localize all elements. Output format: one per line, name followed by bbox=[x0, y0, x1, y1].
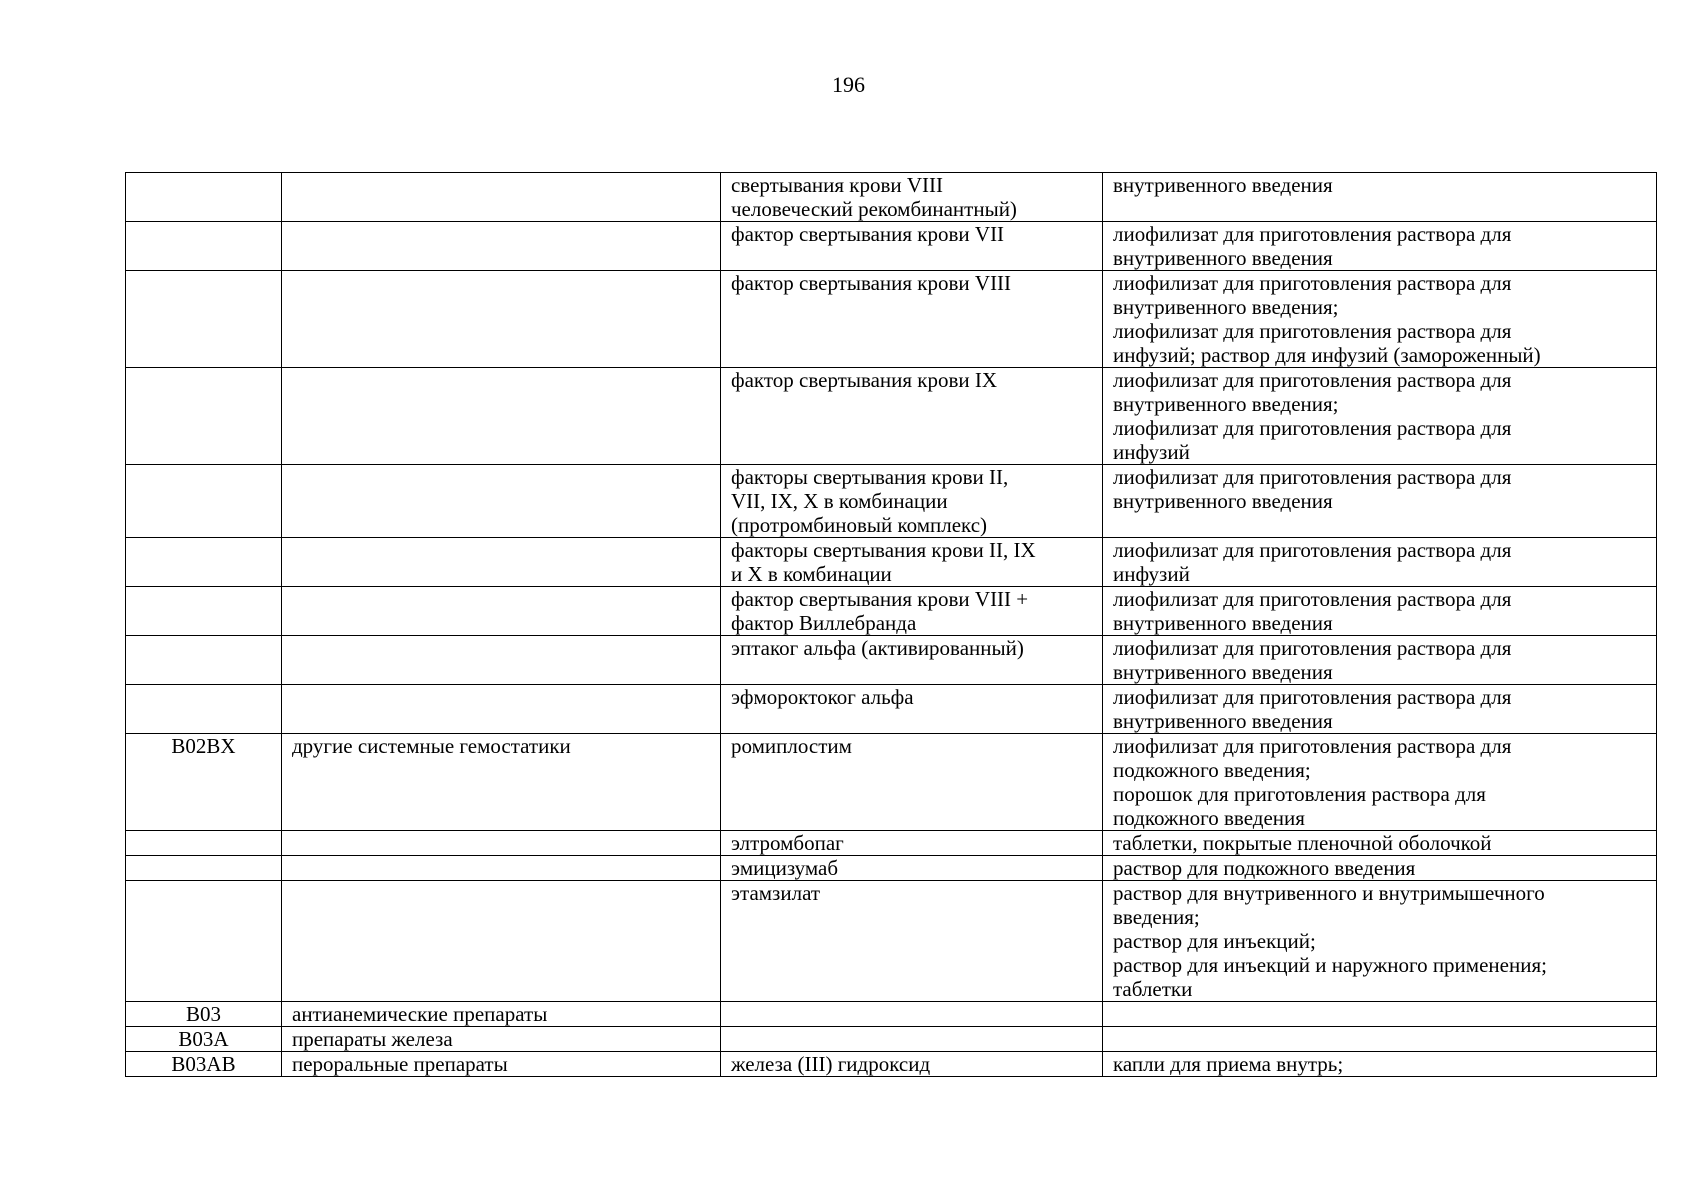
group-cell bbox=[282, 881, 721, 1002]
drug-cell: факторы свертывания крови II, VII, IX, X в комбинации (протромбиновый комплекс) bbox=[721, 465, 1103, 538]
table-row bbox=[126, 685, 1657, 734]
group-cell bbox=[282, 222, 721, 271]
drug-cell bbox=[721, 1002, 1103, 1027]
atc-code-cell bbox=[126, 271, 282, 368]
form-cell: лиофилизат для приготовления раствора для внутривенного введения bbox=[1103, 222, 1657, 271]
page-number: 196 bbox=[832, 72, 865, 97]
group-cell bbox=[282, 173, 721, 222]
form-cell: лиофилизат для приготовления раствора для внутривенного введения bbox=[1103, 685, 1657, 734]
table-row bbox=[126, 1052, 1657, 1077]
table-row bbox=[126, 831, 1657, 856]
group-cell bbox=[282, 587, 721, 636]
table-row bbox=[126, 271, 1657, 368]
table-row bbox=[126, 465, 1657, 538]
drug-cell: эфмороктоког альфа bbox=[721, 685, 1103, 734]
drug-cell: фактор свертывания крови IX bbox=[721, 368, 1103, 465]
form-cell: лиофилизат для приготовления раствора для внутривенного введения; лиофилизат для приготовления раствора для инфузий bbox=[1103, 368, 1657, 465]
table-row bbox=[126, 222, 1657, 271]
group-cell bbox=[282, 465, 721, 538]
drug-cell: элтромбопаг bbox=[721, 831, 1103, 856]
form-cell: лиофилизат для приготовления раствора для внутривенного введения bbox=[1103, 465, 1657, 538]
table-row bbox=[126, 587, 1657, 636]
atc-code-cell bbox=[126, 881, 282, 1002]
group-cell bbox=[282, 368, 721, 465]
drug-table bbox=[125, 172, 1657, 1077]
drug-cell: фактор свертывания крови VII bbox=[721, 222, 1103, 271]
atc-code-cell: B03A bbox=[126, 1027, 282, 1052]
drug-cell: фактор свертывания крови VIII bbox=[721, 271, 1103, 368]
group-cell bbox=[282, 831, 721, 856]
atc-code-cell bbox=[126, 587, 282, 636]
atc-code-cell bbox=[126, 368, 282, 465]
atc-code-cell bbox=[126, 538, 282, 587]
atc-code-cell bbox=[126, 831, 282, 856]
atc-code-cell: B03 bbox=[126, 1002, 282, 1027]
form-cell: лиофилизат для приготовления раствора для инфузий bbox=[1103, 538, 1657, 587]
atc-code-cell bbox=[126, 222, 282, 271]
form-cell bbox=[1103, 1002, 1657, 1027]
group-cell bbox=[282, 685, 721, 734]
table-row bbox=[126, 636, 1657, 685]
form-cell: раствор для подкожного введения bbox=[1103, 856, 1657, 881]
atc-code-cell bbox=[126, 173, 282, 222]
table-row bbox=[126, 173, 1657, 222]
form-cell bbox=[1103, 1027, 1657, 1052]
atc-code-cell: B03AB bbox=[126, 1052, 282, 1077]
atc-code-cell bbox=[126, 856, 282, 881]
drug-cell: эптаког альфа (активированный) bbox=[721, 636, 1103, 685]
form-cell: лиофилизат для приготовления раствора для подкожного введения; порошок для приготовления раствора для подкожного введения bbox=[1103, 734, 1657, 831]
drug-cell: ромиплостим bbox=[721, 734, 1103, 831]
table-row bbox=[126, 1002, 1657, 1027]
group-cell: другие системные гемостатики bbox=[282, 734, 721, 831]
form-cell: раствор для внутривенного и внутримышечного введения; раствор для инъекций; раствор для инъекций и наружного применения; таблетки bbox=[1103, 881, 1657, 1002]
group-cell bbox=[282, 856, 721, 881]
form-cell: внутривенного введения bbox=[1103, 173, 1657, 222]
atc-code-cell bbox=[126, 685, 282, 734]
drug-cell bbox=[721, 1027, 1103, 1052]
form-cell: таблетки, покрытые пленочной оболочкой bbox=[1103, 831, 1657, 856]
atc-code-cell bbox=[126, 636, 282, 685]
atc-code-cell bbox=[126, 465, 282, 538]
form-cell: лиофилизат для приготовления раствора для внутривенного введения; лиофилизат для приготовления раствора для инфузий; раствор для инфузий (замороженный) bbox=[1103, 271, 1657, 368]
drug-cell: эмицизумаб bbox=[721, 856, 1103, 881]
table-row bbox=[126, 734, 1657, 831]
form-cell: лиофилизат для приготовления раствора для внутривенного введения bbox=[1103, 636, 1657, 685]
group-cell bbox=[282, 538, 721, 587]
drug-cell: железа (III) гидроксид bbox=[721, 1052, 1103, 1077]
table-row bbox=[126, 1027, 1657, 1052]
atc-code-cell: B02BX bbox=[126, 734, 282, 831]
drug-cell: свертывания крови VIII человеческий рекомбинантный) bbox=[721, 173, 1103, 222]
table-row bbox=[126, 538, 1657, 587]
group-cell bbox=[282, 636, 721, 685]
drug-cell: факторы свертывания крови II, IX и X в комбинации bbox=[721, 538, 1103, 587]
group-cell bbox=[282, 271, 721, 368]
form-cell: лиофилизат для приготовления раствора для внутривенного введения bbox=[1103, 587, 1657, 636]
form-cell: капли для приема внутрь; bbox=[1103, 1052, 1657, 1077]
table-row bbox=[126, 368, 1657, 465]
table-row bbox=[126, 856, 1657, 881]
table-row bbox=[126, 881, 1657, 1002]
group-cell: антианемические препараты bbox=[282, 1002, 721, 1027]
drug-cell: этамзилат bbox=[721, 881, 1103, 1002]
group-cell: препараты железа bbox=[282, 1027, 721, 1052]
drug-cell: фактор свертывания крови VIII + фактор Виллебранда bbox=[721, 587, 1103, 636]
group-cell: пероральные препараты bbox=[282, 1052, 721, 1077]
